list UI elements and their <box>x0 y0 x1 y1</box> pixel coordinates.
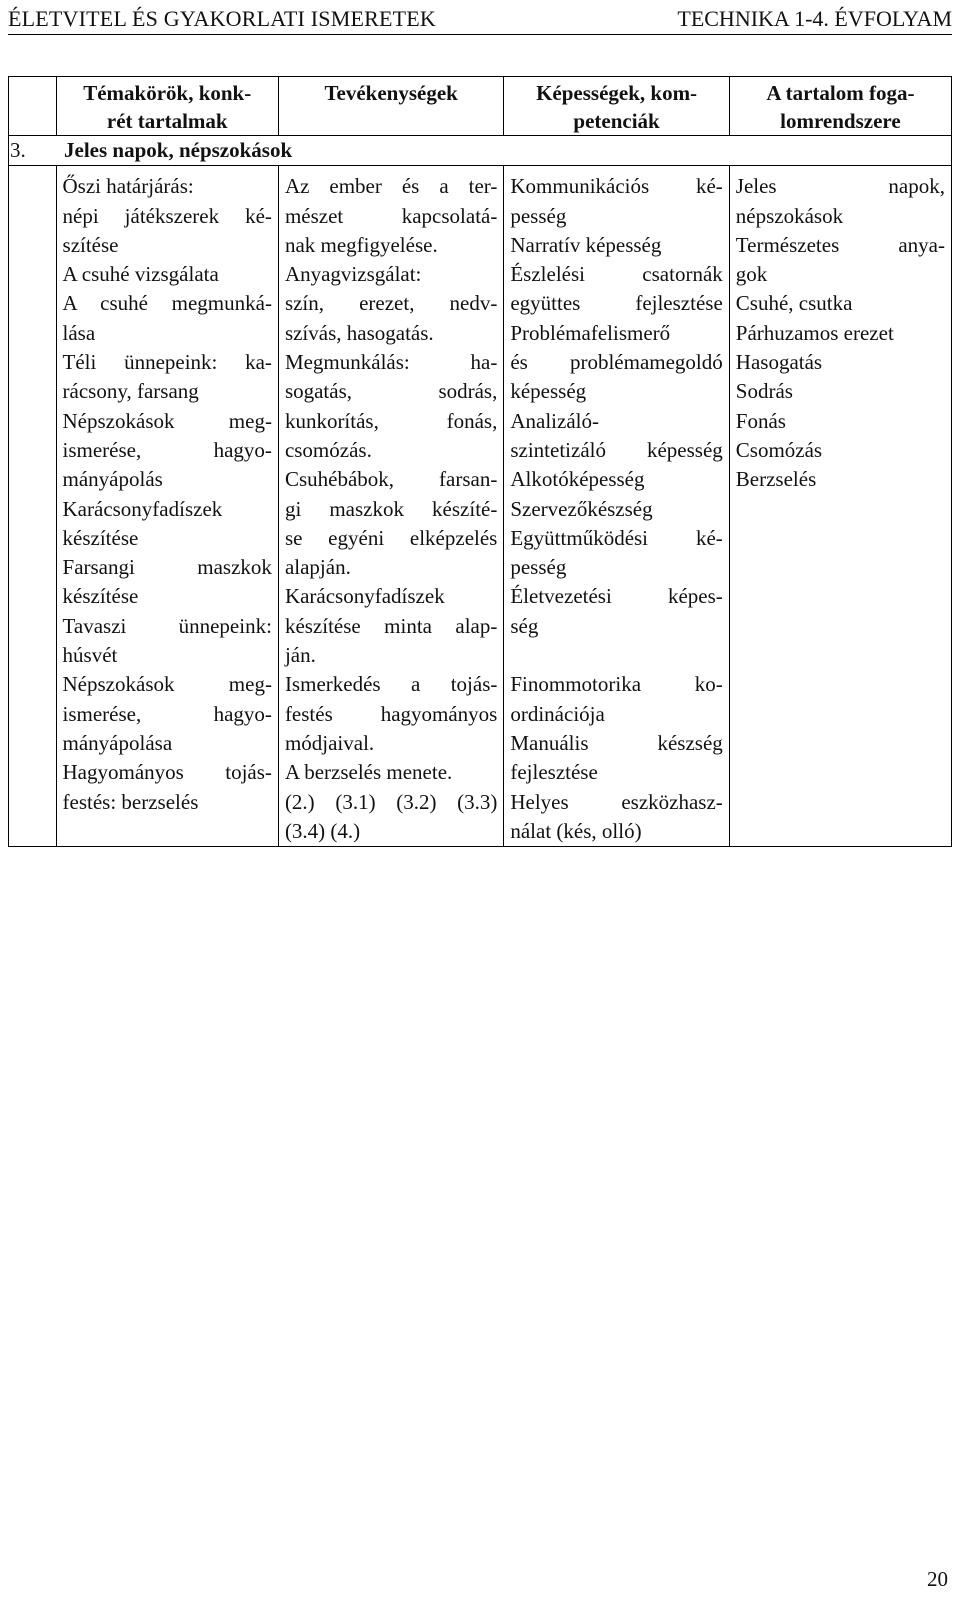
col4-line: Sodrás <box>735 379 793 404</box>
col2-line: Ismerkedés a tojás- <box>284 672 498 697</box>
col3-line: Alkotóképesség <box>510 467 645 492</box>
col1-line: Népszokások meg- <box>62 672 272 697</box>
col1-line: A csuhé megmunká- <box>62 291 272 316</box>
page-header <box>8 4 952 35</box>
col1-line: Tavaszi ünnepeink: <box>62 613 272 638</box>
header-blank-cell <box>9 77 57 136</box>
header-skills-line2: petenciák <box>573 109 660 133</box>
col2-line: ján. <box>284 643 316 668</box>
skills-list <box>504 172 728 846</box>
activities-cell <box>278 166 503 847</box>
col4-line: népszokások <box>735 203 844 228</box>
col3-line: pesség <box>510 555 567 580</box>
section-title-row <box>9 136 952 166</box>
header-activities-line1: Tevékenységek <box>324 81 458 105</box>
header-activities <box>278 77 503 136</box>
col1-line: mányápolás <box>62 467 163 492</box>
col4-line: Természetes anya- <box>735 232 945 257</box>
col3-line: Narratív képesség <box>510 232 662 257</box>
col2-line: Az ember és a ter- <box>284 174 498 199</box>
col1-line: Téli ünnepeink: ka- <box>62 350 272 375</box>
col4-line: Berzselés <box>735 467 817 492</box>
col1-line: húsvét <box>62 643 118 668</box>
section-number: 3. <box>9 136 57 166</box>
col4-line: gok <box>735 262 768 287</box>
line-gap <box>510 641 722 670</box>
col1-line: festés: berzselés <box>62 789 199 814</box>
header-concepts-line2: lomrendszere <box>780 109 901 133</box>
col3-line: Finommotorika ko- <box>510 672 723 697</box>
col3-line: Analizáló- <box>510 408 599 433</box>
col2-line: módjaival. <box>284 730 375 755</box>
col2-line: mészet kapcsolatá- <box>284 203 498 228</box>
col2-line: (3.4) (4.) <box>284 818 361 843</box>
col4-line: Csuhé, csutka <box>735 291 853 316</box>
col4-line: Fonás <box>735 408 786 433</box>
col2-line: kunkorítás, fonás, <box>284 408 498 433</box>
col1-line: Hagyományos tojás- <box>62 760 272 785</box>
activities-list <box>279 172 503 846</box>
header-concepts-line1: A tartalom foga- <box>766 81 915 105</box>
col2-line: (2.) (3.1) (3.2) (3.3) <box>284 789 498 814</box>
header-skills <box>504 77 729 136</box>
col3-line: nálat (kés, olló) <box>510 818 642 843</box>
section-title: Jeles napok, népszokások <box>56 136 951 166</box>
col2-line: nak megfigyelése. <box>284 232 438 257</box>
col2-line: Karácsonyfadíszek <box>284 584 445 609</box>
curriculum-table <box>8 76 952 847</box>
col2-line: szín, erezet, nedv- <box>284 291 498 316</box>
col3-line: fejlesztése <box>510 760 598 785</box>
col4-line: Csomózás <box>735 437 823 462</box>
col1-line: ismerése, hagyo- <box>62 437 272 462</box>
col1-line: szítése <box>62 232 119 257</box>
col1-line: A csuhé vizsgálata <box>62 262 219 287</box>
col3-line: Kommunikációs ké- <box>510 174 723 199</box>
col1-line: népi játékszerek ké- <box>62 203 272 228</box>
col3-line: Problémafelismerő <box>510 320 671 345</box>
header-topics-line1: Témakörök, konk- <box>83 81 252 105</box>
col3-line: pesség <box>510 203 567 228</box>
section-content-row <box>9 166 952 847</box>
col2-line: A berzselés menete. <box>284 760 453 785</box>
col3-line: Észlelési csatornák <box>510 262 723 287</box>
col4-line: Hasogatás <box>735 350 823 375</box>
col1-line: mányápolása <box>62 730 173 755</box>
concepts-cell <box>729 166 951 847</box>
col1-line: Népszokások meg- <box>62 408 272 433</box>
col2-line: csomózás. <box>284 437 372 462</box>
col2-line: sogatás, sodrás, <box>284 379 498 404</box>
header-topics <box>56 77 278 136</box>
topics-cell <box>56 166 278 847</box>
col1-line: Karácsonyfadíszek <box>62 496 223 521</box>
col1-line: rácsony, farsang <box>62 379 199 404</box>
col3-line: Helyes eszközhasz- <box>510 789 723 814</box>
col3-line: szintetizáló képesség <box>510 437 723 462</box>
col2-line: alapján. <box>284 555 351 580</box>
col2-line: Megmunkálás: ha- <box>284 350 498 375</box>
col2-line: Anyagvizsgálat: <box>284 262 422 287</box>
header-skills-line1: Képességek, kom- <box>536 81 698 105</box>
col3-line: és problémamegoldó <box>510 350 723 375</box>
col1-line: készítése <box>62 584 139 609</box>
col2-line: se egyéni elképzelés <box>284 525 498 550</box>
col1-line: készítése <box>62 525 139 550</box>
col3-line: ség <box>510 613 539 638</box>
col3-line: Szervezőkészség <box>510 496 653 521</box>
table-header-row <box>9 77 952 136</box>
header-concepts <box>729 77 951 136</box>
number-column-blank <box>9 166 57 847</box>
page-number: 20 <box>927 1567 948 1591</box>
skills-cell <box>504 166 729 847</box>
col3-line: együttes fejlesztése <box>510 291 723 316</box>
col2-line: Csuhébábok, farsan- <box>284 467 498 492</box>
topics-list <box>57 172 278 817</box>
col4-line: Párhuzamos erezet <box>735 320 894 345</box>
col2-line: szívás, hasogatás. <box>284 320 434 345</box>
col1-line: Őszi határjárás: <box>62 174 194 199</box>
col3-line: Életvezetési képes- <box>510 584 723 609</box>
col2-line: készítése minta alap- <box>284 613 498 638</box>
header-grade: TECHNIKA 1-4. ÉVFOLYAM <box>677 6 952 31</box>
col3-line: ordinációja <box>510 701 605 726</box>
col3-line: képesség <box>510 379 587 404</box>
concepts-list <box>730 172 951 494</box>
col2-line: gi maszkok készíté- <box>284 496 498 521</box>
col1-line: ismerése, hagyo- <box>62 701 272 726</box>
col3-line: Manuális készség <box>510 730 723 755</box>
col4-line: Jeles napok, <box>735 174 945 199</box>
header-topics-line2: rét tartalmak <box>106 109 228 133</box>
header-subject: ÉLETVITEL ÉS GYAKORLATI ISMERETEK <box>8 6 437 31</box>
col3-line: Együttműködési ké- <box>510 525 723 550</box>
col1-line: Farsangi maszkok <box>62 555 272 580</box>
col1-line: lása <box>62 320 96 345</box>
col2-line: festés hagyományos <box>284 701 498 726</box>
